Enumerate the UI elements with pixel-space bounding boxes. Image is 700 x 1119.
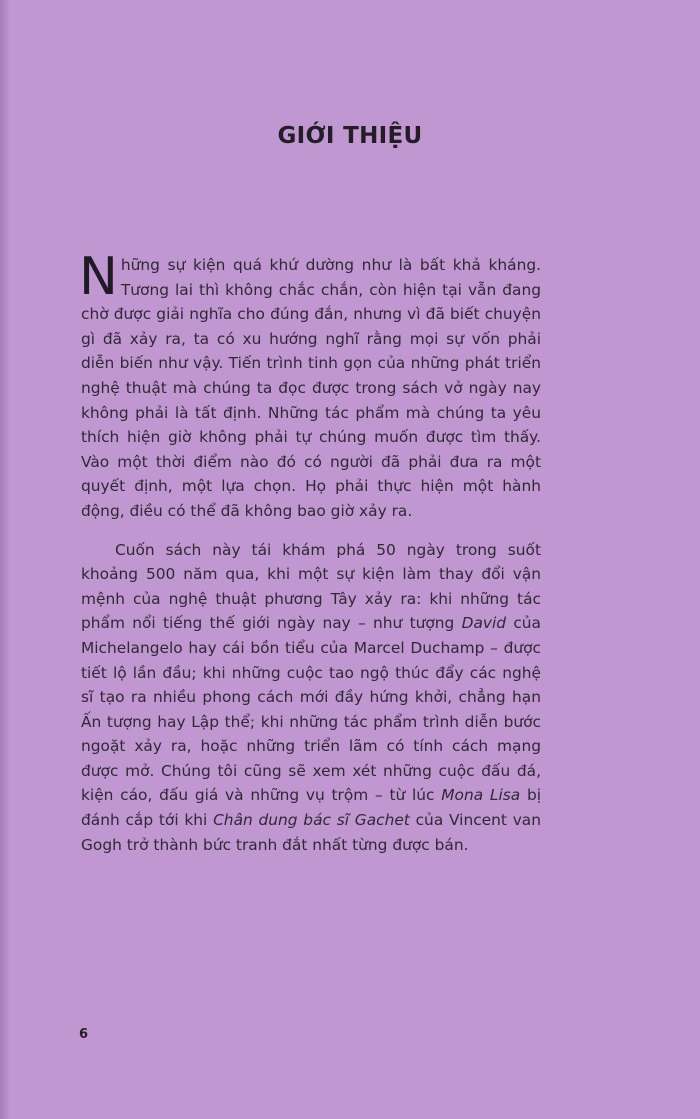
paragraph-2-text-1: Cuốn sách này tái khám phá 50 ngày trong suốt khoảng 500 năm qua, khi một sự kiện làm thay đổi vận mệnh của nghệ thuật phương Tây xảy ra: khi những tác phẩm nổi tiếng thế giới ngày nay – như tượng — [81, 540, 541, 633]
drop-cap: N — [79, 247, 118, 307]
paragraph-2 — [81, 538, 541, 858]
paragraph-2-text-2: của Michelangelo hay cái bồn tiểu của Marcel Duchamp – được tiết lộ lần đầu; khi những cuộc tao ngộ thúc đẩy các nghệ sĩ tạo ra nhiều phong cách mới đầy hứng khởi, chẳng hạn Ấn tượng hay Lập thể; khi những tác phẩm trình diễn bước ngoặt xảy ra, hoặc những triển lãm có tính cách mạng được mở. Chúng tôi cũng sẽ xem xét những cuộc đấu đá, kiện cáo, đấu giá và những vụ trộm – từ lúc — [81, 614, 541, 805]
page-number: 6 — [79, 1027, 89, 1042]
body-text — [79, 247, 541, 857]
chapter-title: GIỚI THIỆU — [277, 123, 423, 149]
paragraph-2-text-3: bị đánh cắp tới khi — [81, 786, 541, 830]
italic-gachet: Chân dung bác sĩ Gachet — [213, 811, 410, 830]
italic-mona-lisa: Mona Lisa — [441, 786, 521, 805]
paragraph-2-text-4: của Vincent van Gogh trở thành bức tranh đắt nhất từng được bán. — [81, 811, 541, 854]
page-edge-shadow — [0, 0, 10, 1119]
paragraph-1 — [79, 247, 541, 524]
paragraph-1-text: hững sự kiện quá khứ dường như là bất khả kháng. Tương lai thì không chắc chắn, còn hiện tại vẫn đang chờ được giải nghĩa cho đúng đắn, nhưng vì đã biết chuyện gì đã xảy ra, ta có xu hướng nghĩ rằng mọi sự vốn phải diễn biến như vậy. Tiến trình tinh gọn của những phát triển nghệ thuật mà chúng ta đọc được trong sách vở ngày nay không phải là tất định. Những tác phẩm mà chúng ta yêu thích hiện giờ không phải tự chúng muốn được tìm thấy. Vào một thời điểm nào đó có người đã phải đưa ra một quyết định, một lựa chọn. Họ phải thực hiện một hành động, điều có thể đã không bao giờ xảy ra. — [81, 256, 541, 520]
italic-david: David — [461, 614, 507, 633]
